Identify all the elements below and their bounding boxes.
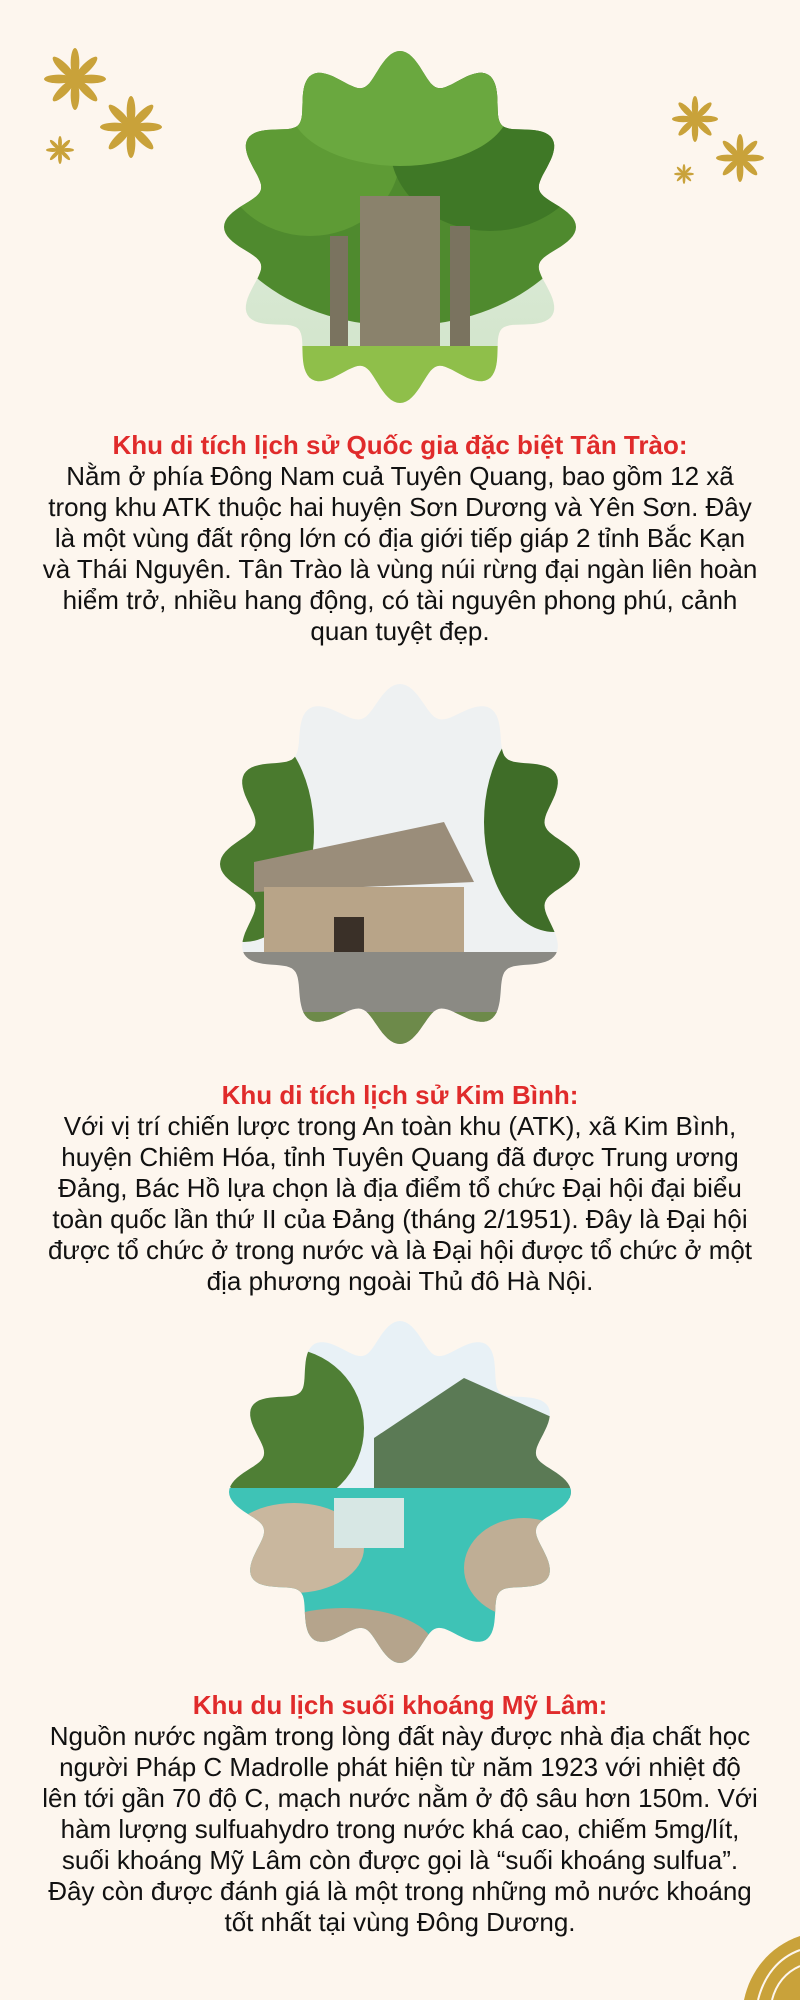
gold-flower-icon: [672, 96, 718, 142]
banyan-tree-photo: [220, 46, 580, 408]
section-title: Khu di tích lịch sử Quốc gia đặc biệt Tân Trào:: [112, 430, 688, 460]
gold-flower-icon: [46, 136, 74, 164]
hot-spring-photo: [224, 1318, 576, 1666]
section-tan-trao: [40, 430, 760, 647]
section-body: Nằm ở phía Đông Nam cuả Tuyên Quang, bao gồm 12 xã trong khu ATK thuộc hai huyện Sơn Dương và Yên Sơn. Đây là một vùng đất rộng lớn có địa giới tiếp giáp 2 tỉnh Bắc Kạn và Thái Nguyên. Tân Trào là vùng núi rừng đại ngàn liên hoàn hiểm trở, nhiều hang động, có tài nguyên phong phú, cảnh quan tuyệt đẹp.: [42, 461, 758, 646]
historic-hall-photo: [214, 682, 586, 1046]
section-title: Khu du lịch suối khoáng Mỹ Lâm:: [192, 1690, 608, 1720]
section-kim-binh: [40, 1080, 760, 1297]
gold-flower-icon: [44, 48, 106, 110]
gold-fan-corner-icon: [740, 1936, 800, 2000]
gold-flower-icon: [674, 164, 694, 184]
section-my-lam: [40, 1690, 760, 1938]
section-body: Với vị trí chiến lược trong An toàn khu (ATK), xã Kim Bình, huyện Chiêm Hóa, tỉnh Tuyên Quang đã được Trung ương Đảng, Bác Hồ lựa chọn là địa điểm tổ chức Đại hội đại biểu toàn quốc lần thứ II của Đảng (tháng 2/1951). Đây là Đại hội được tổ chức ở trong nước và là Đại hội được tổ chức ở một địa phương ngoài Thủ đô Hà Nội.: [47, 1111, 753, 1296]
gold-flower-icon: [100, 96, 162, 158]
section-title: Khu di tích lịch sử Kim Bình:: [221, 1080, 579, 1110]
gold-flower-icon: [716, 134, 764, 182]
section-body: Nguồn nước ngầm trong lòng đất này được nhà địa chất học người Pháp C Madrolle phát hiện từ năm 1923 với nhiệt độ lên tới gần 70 độ C, mạch nước nằm ở độ sâu hơn 150m. Với hàm lượng sulfuahydro trong nước khá cao, chiếm 5mg/lít, suối khoáng Mỹ Lâm còn được gọi là “suối khoáng sulfua”. Đây còn được đánh giá là một trong những mỏ nước khoáng tốt nhất tại vùng Đông Dương.: [42, 1721, 758, 1937]
